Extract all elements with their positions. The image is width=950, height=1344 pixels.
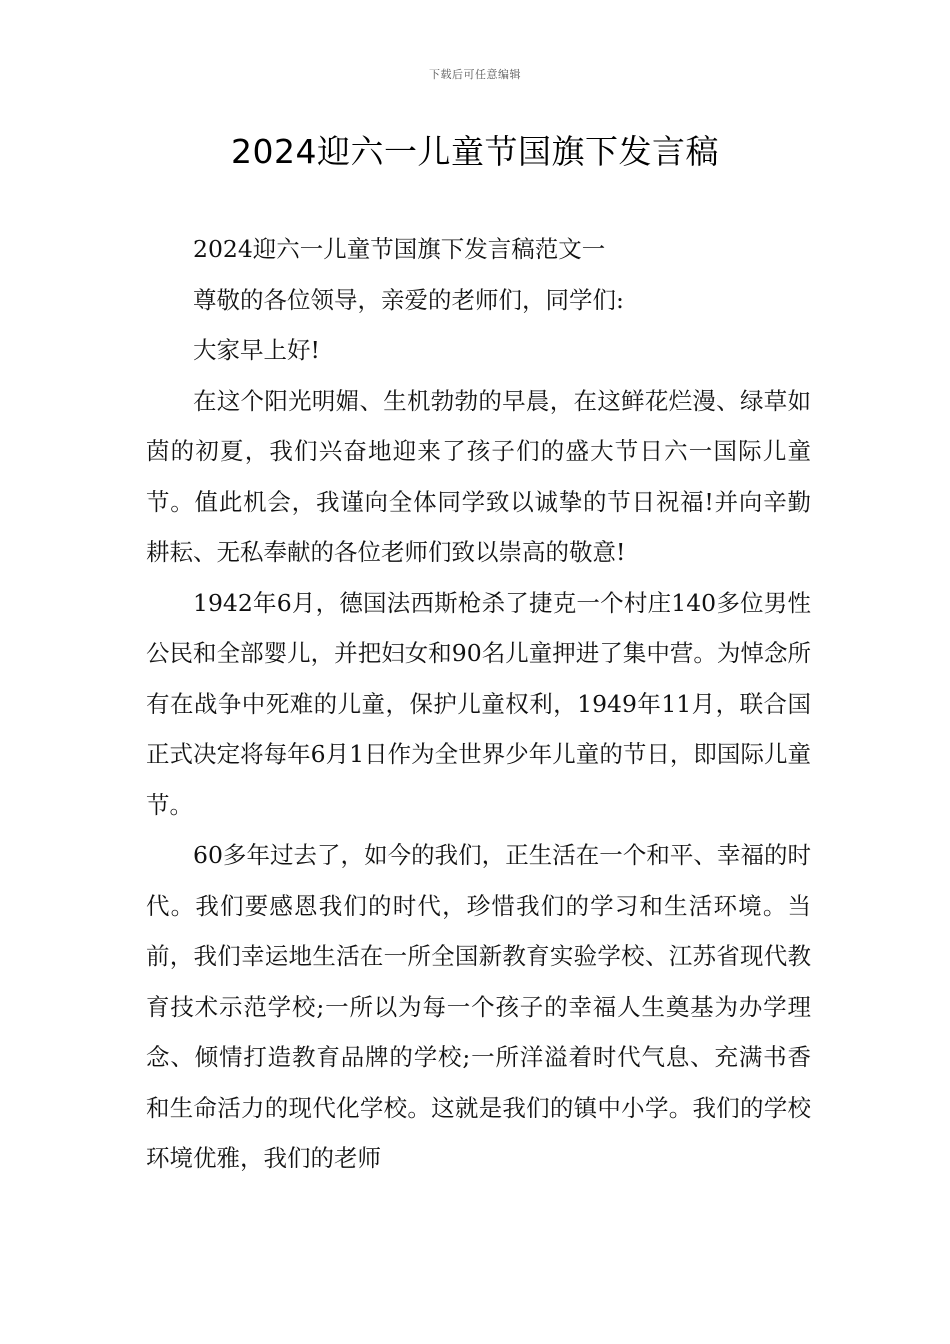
body-paragraph: 在这个阳光明媚、生机勃勃的早晨，在这鲜花烂漫、绿草如茵的初夏，我们兴奋地迎来了孩子们的盛大节日六一国际儿童节。值此机会，我谨向全体同学致以诚挚的节日祝福!并向辛勤耕耘、无私奉献的各位老师们致以崇高的敬意! bbox=[146, 386, 811, 566]
body-paragraph: 60多年过去了，如今的我们，正生活在一个和平、幸福的时代。我们要感恩我们的时代，珍惜我们的学习和生活环境。当前，我们幸运地生活在一所全国新教育实验学校、江苏省现代教育技术示范学校;一所以为每一个孩子的幸福人生奠基为办学理念、倾情打造教育品牌的学校;一所洋溢着时代气息、充满书香和生命活力的现代化学校。这就是我们的镇中小学。我们的学校环境优雅，我们的老师 bbox=[146, 841, 811, 1172]
greeting-paragraph: 大家早上好! bbox=[193, 336, 320, 364]
salutation-paragraph: 尊敬的各位领导，亲爱的老师们，同学们: bbox=[193, 285, 624, 314]
document-body bbox=[146, 224, 811, 1184]
subtitle-paragraph: 2024迎六一儿童节国旗下发言稿范文一 bbox=[193, 235, 606, 263]
document-title: 2024迎六一儿童节国旗下发言稿 bbox=[231, 132, 719, 171]
header-note: 下载后可任意编辑 bbox=[429, 68, 521, 81]
body-paragraph: 1942年6月，德国法西斯枪杀了捷克一个村庄140多位男性公民和全部婴儿，并把妇女和90名儿童押进了集中营。为悼念所有在战争中死难的儿童，保护儿童权利，1949年11月，联合国正式决定将每年6月1日作为全世界少年儿童的节日，即国际儿童节。 bbox=[146, 588, 811, 819]
